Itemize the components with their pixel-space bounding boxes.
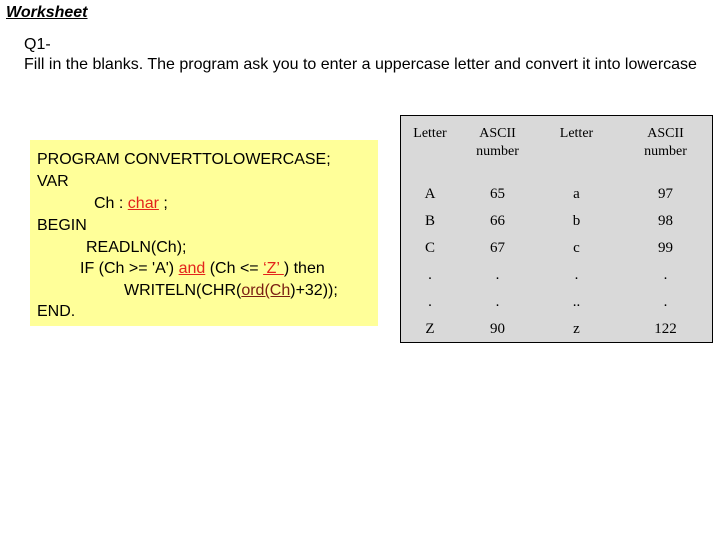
table-row [400,208,713,235]
header-ascii [618,115,713,181]
code-text: )+32)); [290,282,338,299]
question-number: Q1- [24,36,51,53]
header-letter [535,115,618,181]
code-box [30,140,378,326]
code-text: (Ch <= [205,260,264,277]
table-cell: . [495,294,500,310]
table-cell: 99 [658,240,673,256]
table-cell: . [574,267,579,283]
table-cell: .. [572,294,581,310]
table-cell: Z [425,321,435,337]
table-row [400,235,713,262]
table-cell: B [424,213,435,229]
table-cell: 122 [654,321,677,337]
header-letter [400,115,460,181]
table-row [400,316,713,343]
table-cell: . [495,267,500,283]
table-cell: 66 [490,213,505,229]
table-cell: . [663,294,668,310]
header-label: number [476,144,519,159]
header-ascii [460,115,535,181]
table-cell: . [428,294,432,310]
table-cell: a [573,186,580,202]
code-line-begin: BEGIN [37,217,87,234]
header-label: ASCII [479,126,516,141]
table-row [400,262,713,289]
code-text: ) then [283,260,325,277]
table-row [400,289,713,316]
code-line-var: VAR [37,173,69,190]
ascii-table [400,115,713,343]
code-line-end: END. [37,303,76,320]
code-line-writeln [124,281,338,301]
code-line-readln: READLN(Ch); [86,239,187,256]
header-label: Letter [559,126,594,141]
table-cell: c [573,240,580,256]
worksheet-title: Worksheet [6,4,88,21]
table-cell: b [572,213,581,229]
header-label: number [644,144,687,159]
table-header-row [400,115,713,181]
header-label: ASCII [647,126,684,141]
blank-answer-and: and [178,260,206,277]
table-cell: z [573,321,580,337]
code-line-declaration [94,194,168,214]
table-cell: 97 [658,186,673,202]
table-cell: C [424,240,435,256]
question-text: Fill in the blanks. The program ask you to enter a uppercase letter and convert it into lowercase [24,56,697,73]
table-cell: A [424,186,436,202]
table-cell: 98 [658,213,673,229]
table-row [400,181,713,208]
code-text: WRITELN(CHR( [124,282,242,299]
blank-answer-char: char [127,195,159,212]
header-label: Letter [413,126,447,141]
table-cell: . [663,267,668,283]
code-text: IF (Ch >= 'A') [80,260,179,277]
blank-answer-ord: ord(Ch [241,282,291,299]
table-cell: 90 [490,321,505,337]
table-cell: 67 [490,240,505,256]
code-line-program: PROGRAM CONVERTTOLOWERCASE; [37,151,331,168]
question-block [24,35,714,75]
table-cell: . [428,267,432,283]
blank-answer-z: ‘Z’ [263,260,284,277]
code-text: ; [158,195,168,212]
code-line-if [80,259,325,279]
table-cell: 65 [490,186,505,202]
code-text: Ch : [94,195,128,212]
